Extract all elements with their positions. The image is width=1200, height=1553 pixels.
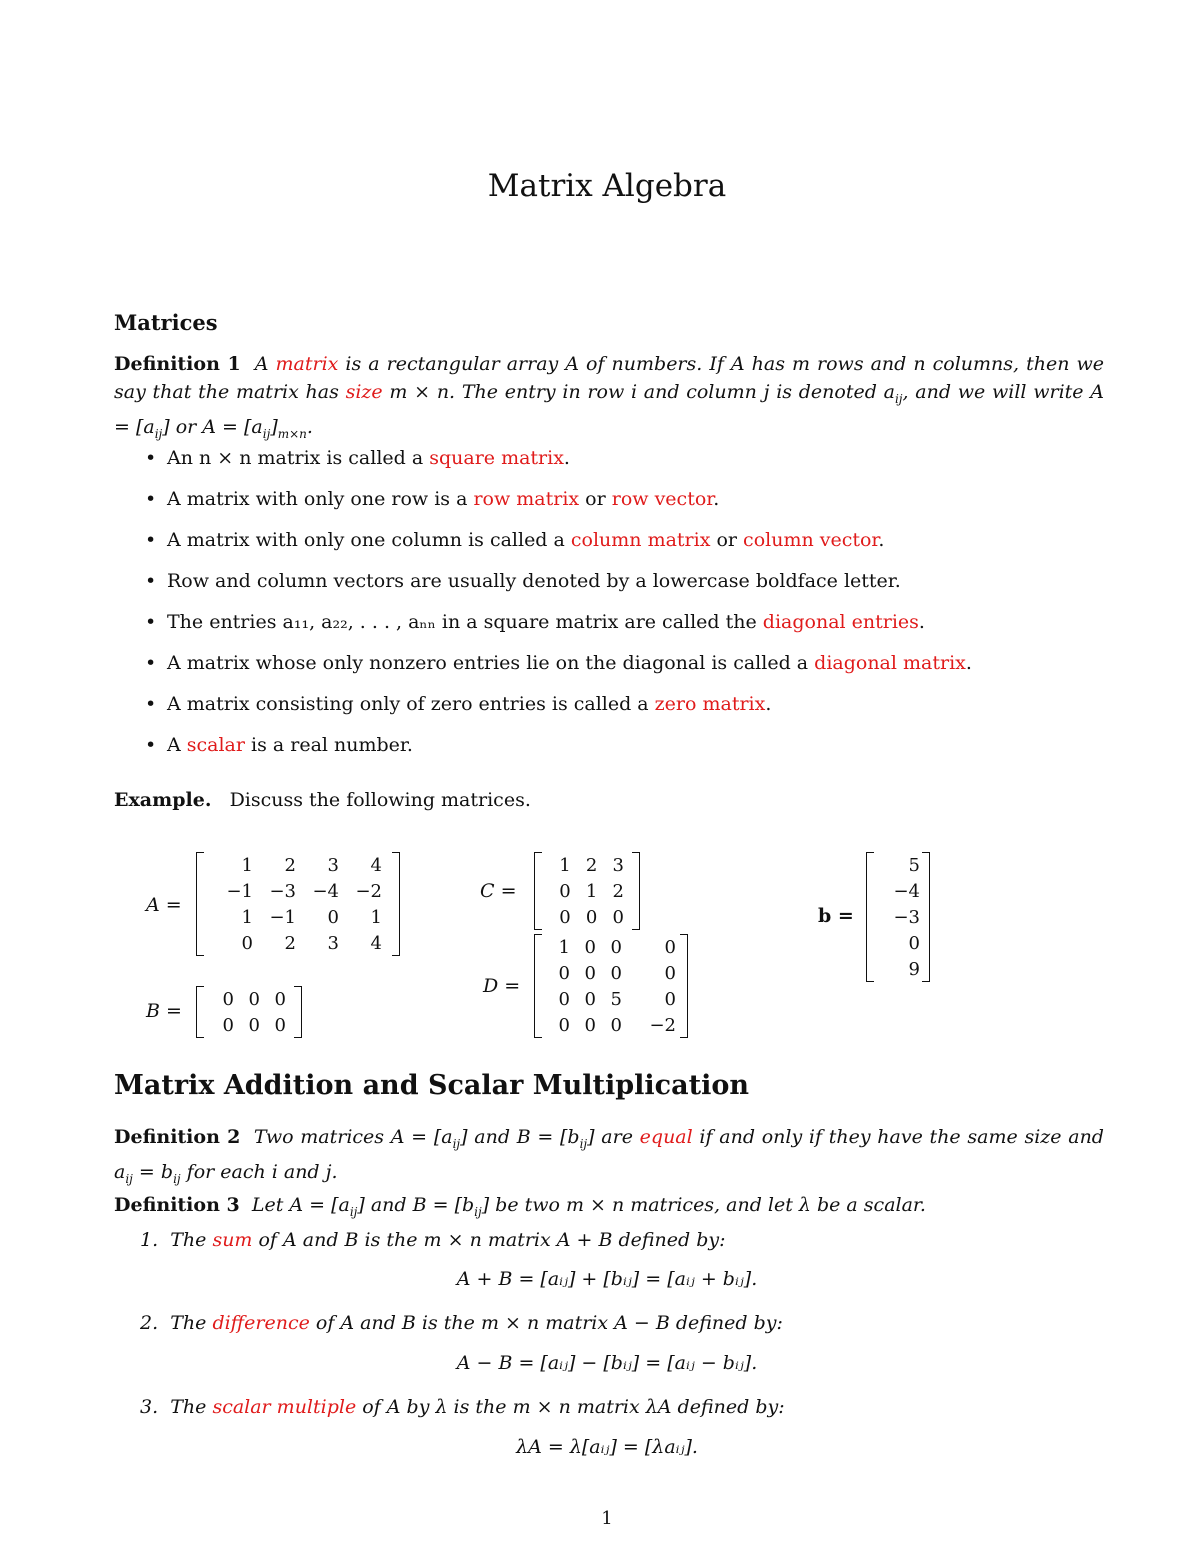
matrix-b-label: B = xyxy=(146,1000,182,1022)
matrix-cell: 3 xyxy=(327,854,339,876)
matrix-cell: 4 xyxy=(370,854,382,876)
bullet-text: . xyxy=(713,488,720,510)
matrix-cell: 0 xyxy=(222,1014,234,1036)
def-text: Two matrices A = [a xyxy=(253,1126,453,1148)
item-number: 1. xyxy=(140,1229,159,1251)
page-number: 1 xyxy=(601,1508,613,1529)
matrix-d xyxy=(534,934,688,1038)
def-text: ] xyxy=(270,415,278,438)
definition-2 xyxy=(114,1123,1104,1193)
matrix-cell: 0 xyxy=(274,988,286,1010)
bullet-icon: • xyxy=(145,488,157,510)
matrix-cell: 1 xyxy=(370,906,382,928)
matrix-row xyxy=(874,878,920,904)
bullet-text: An n × n matrix is called a xyxy=(167,447,430,469)
matrix-cell: 0 xyxy=(610,1014,622,1036)
matrix-d-table xyxy=(542,934,676,1038)
definition-label: Definition 3 xyxy=(114,1194,240,1216)
item-number: 3. xyxy=(140,1396,159,1418)
matrix-cell: 0 xyxy=(584,1014,596,1036)
bracket-left xyxy=(534,934,542,1038)
def-text: if and only if they have the same size and a xyxy=(114,1126,1104,1183)
bracket-right xyxy=(632,852,640,930)
bullet-text: A matrix with only one column is called a xyxy=(167,529,571,551)
bracket-left xyxy=(196,986,204,1038)
term: diagonal entries xyxy=(762,611,919,633)
bullet-text: A matrix consisting only of zero entries is called a xyxy=(167,693,655,715)
term: column vector xyxy=(743,529,879,551)
item-number: 2. xyxy=(140,1312,159,1334)
example xyxy=(114,789,531,811)
matrix-row xyxy=(542,1012,676,1038)
matrix-cell: 4 xyxy=(370,932,382,954)
term: square matrix xyxy=(429,447,564,469)
matrix-b-table xyxy=(208,986,286,1038)
subscript: ij xyxy=(579,1136,588,1151)
matrix-cell: 0 xyxy=(585,906,598,928)
bullet-icon: • xyxy=(145,734,157,756)
item-text: of A and B is the m × n matrix A − B defined by: xyxy=(309,1312,783,1334)
subscript: ij xyxy=(474,1204,482,1219)
matrix-cell: −1 xyxy=(269,906,296,928)
bullet-text: Row and column vectors are usually denoted by a lowercase boldface letter. xyxy=(167,570,901,592)
matrix-cell: −3 xyxy=(893,906,920,928)
matrix-cell: 0 xyxy=(558,1014,570,1036)
matrix-cell: 2 xyxy=(612,880,624,902)
matrix-a-table xyxy=(210,852,382,956)
bracket-right xyxy=(294,986,302,1038)
matrix-cell: 1 xyxy=(241,906,253,928)
bracket-right xyxy=(922,852,930,982)
section-heading-addition: Matrix Addition and Scalar Multiplication xyxy=(114,1070,749,1101)
term-sum: sum xyxy=(212,1229,253,1251)
matrix-cell: 0 xyxy=(274,1014,286,1036)
matrix-cell: 1 xyxy=(559,854,571,876)
matrix-cell: 0 xyxy=(327,906,339,928)
bracket-left xyxy=(196,852,204,956)
bracket-left xyxy=(534,852,542,930)
term: column matrix xyxy=(570,529,711,551)
term-difference: difference xyxy=(212,1312,310,1334)
matrix-row xyxy=(874,852,920,878)
matrix-cell: −2 xyxy=(649,1014,676,1036)
matrix-row xyxy=(544,904,624,930)
bullet-text: . xyxy=(765,693,772,715)
subscript: ij xyxy=(349,1204,358,1219)
subscript: ij xyxy=(452,1136,461,1151)
term-size: size xyxy=(345,381,383,403)
matrix-a xyxy=(196,852,400,956)
matrix-cell: 0 xyxy=(584,988,596,1010)
matrix-cell: 5 xyxy=(908,854,920,876)
matrix-a-label: A = xyxy=(146,894,182,916)
term: scalar xyxy=(186,734,245,756)
vector-b-table xyxy=(874,852,920,982)
matrix-cell: 5 xyxy=(610,988,622,1010)
bullet-text: . xyxy=(878,529,885,551)
bullet-text: The entries a₁₁, a₂₂, . . . , aₙₙ in a square matrix are called the xyxy=(167,611,763,633)
subscript: ij xyxy=(894,391,903,406)
definition-label: Definition 1 xyxy=(114,353,241,375)
bracket-left xyxy=(866,852,874,982)
def-text: ] or A = [a xyxy=(162,415,263,438)
matrix-cell: −4 xyxy=(893,880,920,902)
term-matrix: matrix xyxy=(275,353,339,375)
vector-b xyxy=(866,852,930,982)
matrix-cell: 2 xyxy=(284,932,296,954)
formula-sum: A + B = [aᵢⱼ] + [bᵢⱼ] = [aᵢⱼ + bᵢⱼ]. xyxy=(456,1268,758,1290)
matrix-row xyxy=(874,930,920,956)
item-text: The xyxy=(170,1312,213,1334)
subscript: ij xyxy=(262,426,271,441)
matrix-row xyxy=(542,986,676,1012)
bullet-text: is a real number. xyxy=(244,734,413,756)
def-text: Let A = [a xyxy=(251,1194,350,1216)
term-equal: equal xyxy=(639,1126,693,1148)
definition-item-1 xyxy=(140,1229,726,1251)
matrix-cell: 0 xyxy=(248,988,260,1010)
definition-item-2 xyxy=(140,1312,783,1334)
def-text: ] and B = [b xyxy=(357,1194,475,1216)
bullet-icon: • xyxy=(145,570,157,592)
def-text: ] are xyxy=(587,1126,640,1148)
bullet-text: A xyxy=(167,734,187,756)
matrix-row xyxy=(210,904,382,930)
matrix-cell: 0 xyxy=(664,936,676,958)
subscript: m×n xyxy=(277,426,307,441)
matrix-cell: 2 xyxy=(585,854,598,876)
bullet-icon: • xyxy=(145,652,157,674)
matrix-cell: 0 xyxy=(664,988,676,1010)
matrix-b xyxy=(196,986,302,1038)
subscript: ij xyxy=(173,1171,181,1186)
matrix-cell: 3 xyxy=(327,932,339,954)
term: row vector xyxy=(611,488,714,510)
bracket-right xyxy=(392,852,400,956)
matrix-cell: 0 xyxy=(610,962,622,984)
definition-item-3 xyxy=(140,1396,785,1418)
matrix-cell: 0 xyxy=(558,962,570,984)
def-text: . xyxy=(306,415,313,438)
bullet-text: or xyxy=(710,529,744,551)
item-text: of A by λ is the m × n matrix λA defined by: xyxy=(356,1396,785,1418)
matrix-cell: 0 xyxy=(248,1014,260,1036)
term: zero matrix xyxy=(654,693,766,715)
example-text: Discuss the following matrices. xyxy=(229,789,531,811)
bracket-right xyxy=(680,934,688,1038)
bullet-text: . xyxy=(563,447,570,469)
matrix-cell: −3 xyxy=(269,880,296,902)
def-text: A xyxy=(254,353,276,375)
matrix-row xyxy=(542,960,676,986)
bullet-text: or xyxy=(579,488,612,510)
subscript: ij xyxy=(154,426,163,441)
vector-b-label: b = xyxy=(818,905,854,927)
matrix-cell: 3 xyxy=(612,854,624,876)
matrix-cell: 0 xyxy=(610,936,622,958)
matrix-row xyxy=(210,852,382,878)
bullet-icon: • xyxy=(145,611,157,633)
item-text: of A and B is the m × n matrix A + B defined by: xyxy=(252,1229,726,1251)
bullet-icon: • xyxy=(145,693,157,715)
matrix-c-table xyxy=(544,852,624,930)
bullet-text: A matrix with only one row is a xyxy=(167,488,474,510)
matrix-cell: 9 xyxy=(908,958,920,980)
def-text: ] and B = [b xyxy=(460,1126,580,1148)
matrix-cell: 0 xyxy=(241,932,253,954)
bullet-icon: • xyxy=(145,447,157,469)
matrix-cell: 0 xyxy=(664,962,676,984)
item-text: The xyxy=(170,1229,213,1251)
term: diagonal matrix xyxy=(814,652,966,674)
matrix-cell: 0 xyxy=(908,932,920,954)
page-title: Matrix Algebra xyxy=(487,168,727,204)
matrix-row xyxy=(544,852,624,878)
matrix-cell: 0 xyxy=(222,988,234,1010)
matrix-cell: 0 xyxy=(584,962,596,984)
definition-label: Definition 2 xyxy=(114,1126,241,1148)
subscript: ij xyxy=(125,1171,133,1186)
matrix-cell: −1 xyxy=(226,880,253,902)
def-text: , and we will write A = [a xyxy=(114,381,1104,438)
matrix-cell: 0 xyxy=(584,936,596,958)
bullet-icon: • xyxy=(145,529,157,551)
term-scalar-multiple: scalar multiple xyxy=(212,1396,357,1418)
matrix-cell: −2 xyxy=(355,880,382,902)
matrix-d-label: D = xyxy=(483,975,521,997)
matrix-cell: 0 xyxy=(559,880,571,902)
matrix-row xyxy=(544,878,624,904)
matrix-row xyxy=(874,956,920,982)
matrix-row xyxy=(210,878,382,904)
example-label: Example. xyxy=(114,789,212,811)
matrix-c-label: C = xyxy=(480,880,517,902)
matrix-cell: 1 xyxy=(585,880,598,902)
formula-difference: A − B = [aᵢⱼ] − [bᵢⱼ] = [aᵢⱼ − bᵢⱼ]. xyxy=(456,1352,758,1374)
bullet-text: A matrix whose only nonzero entries lie on the diagonal is called a xyxy=(167,652,815,674)
matrix-cell: 2 xyxy=(284,854,296,876)
matrix-cell: 1 xyxy=(558,936,570,958)
matrix-row xyxy=(210,930,382,956)
bullet-text: . xyxy=(918,611,925,633)
matrix-cell: 1 xyxy=(241,854,253,876)
item-text: The xyxy=(170,1396,213,1418)
matrix-row xyxy=(208,986,286,1012)
definition-3 xyxy=(114,1191,1104,1226)
section-heading-matrices: Matrices xyxy=(114,310,218,335)
matrix-cell: 0 xyxy=(558,988,570,1010)
matrix-row xyxy=(208,1012,286,1038)
def-text: m × n. The entry in row i and column j is denoted a xyxy=(382,381,895,403)
def-text: for each i and j. xyxy=(180,1160,338,1183)
bullet-text: . xyxy=(965,652,972,674)
formula-scalar-multiple: λA = λ[aᵢⱼ] = [λaᵢⱼ]. xyxy=(516,1436,698,1458)
matrix-cell: −4 xyxy=(312,880,339,902)
matrix-c xyxy=(534,852,640,930)
def-text: is a rectangular array A of numbers. If A has m rows and n columns, then we say that the matrix has xyxy=(114,353,1104,403)
def-text: ] be two m × n matrices, and let λ be a scalar. xyxy=(481,1194,926,1216)
term: row matrix xyxy=(473,488,580,510)
matrix-cell: 0 xyxy=(612,906,624,928)
matrix-row xyxy=(874,904,920,930)
matrix-cell: 0 xyxy=(559,906,571,928)
definition-1 xyxy=(114,350,1104,448)
def-text: = b xyxy=(132,1160,174,1183)
matrix-row xyxy=(542,934,676,960)
